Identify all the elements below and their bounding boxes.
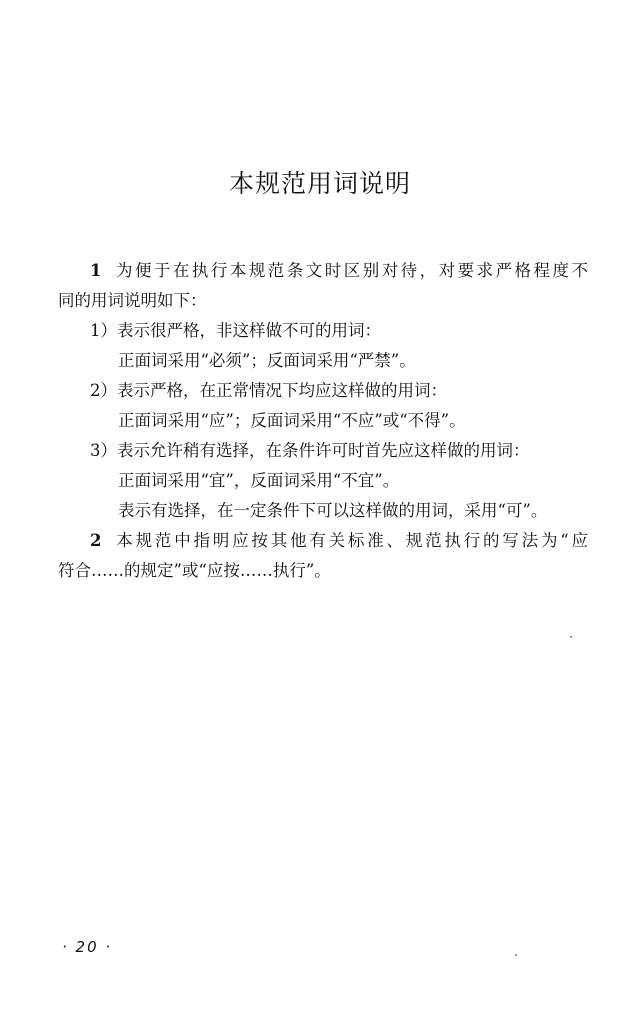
clause-2-number: 2 xyxy=(90,531,102,550)
document-body xyxy=(58,256,588,586)
optional-note: 表示有选择，在一定条件下可以这样做的用词，采用“可”。 xyxy=(118,501,548,520)
page-title: 本规范用词说明 xyxy=(228,169,411,198)
clause-1-text-1: 为便于在执行本规范条文时区别对待，对要求严格程度不 xyxy=(113,261,588,280)
item-2-heading: 2）表示严格，在正常情况下均应这样做的用词： xyxy=(90,381,447,400)
clause-1-line-1 xyxy=(58,256,588,286)
clause-2-line-1 xyxy=(58,526,588,556)
clause-2-line-2: 符合……的规定”或“应按……执行”。 xyxy=(58,561,331,580)
scan-speck xyxy=(515,954,517,956)
clause-2-text-1: 本规范中指明应按其他有关标准、规范执行的写法为“应 xyxy=(113,531,588,550)
item-3-detail: 正面词采用“宜”，反面词采用“不宜”。 xyxy=(118,471,400,490)
item-1-heading: 1）表示很严格，非这样做不可的用词： xyxy=(90,321,381,340)
item-2-detail: 正面词采用“应”；反面词采用“不应”或“不得”。 xyxy=(118,411,466,430)
item-3-heading: 3）表示允许稍有选择，在条件许可时首先应这样做的用词： xyxy=(90,441,530,460)
scan-speck xyxy=(570,636,572,638)
clause-1-line-2: 同的用词说明如下： xyxy=(58,291,207,310)
page-number: · 20 · xyxy=(62,938,113,956)
item-1-detail: 正面词采用“必须”；反面词采用“严禁”。 xyxy=(118,351,416,370)
clause-1-number: 1 xyxy=(90,261,102,280)
